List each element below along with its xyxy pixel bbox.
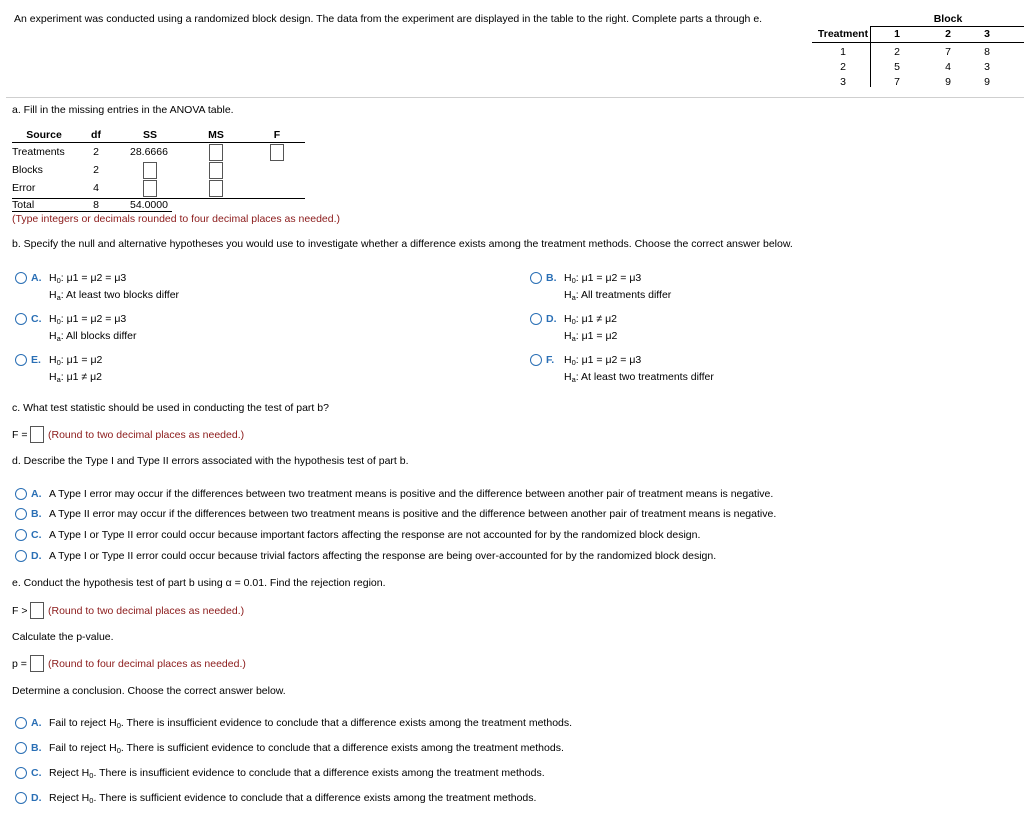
- ha-expr: At least two blocks differ: [66, 289, 180, 301]
- anova-source: Blocks: [12, 164, 43, 176]
- table-row-treatment: 2: [840, 61, 846, 73]
- anova-header: SS: [142, 129, 157, 141]
- anova-header: F: [273, 129, 281, 141]
- option-verb: Fail to reject H: [49, 717, 117, 729]
- ha-line: $H_a$: μ1 ≠ μ2: [49, 371, 102, 384]
- ms-error-input[interactable]: [209, 180, 223, 197]
- anova-ss: 54.0000: [130, 199, 168, 211]
- option-letter: D.: [31, 792, 42, 804]
- ha-expr: μ1 = μ2: [581, 330, 618, 342]
- conclusion-prompt: Determine a conclusion. Choose the correct answer below.: [12, 685, 286, 697]
- option-text: A Type I error may occur if the differences between two treatment means is positive and the difference between another pair of treatment means is negative.: [49, 488, 774, 500]
- radio-b-b[interactable]: [530, 272, 542, 284]
- ha-line: $H_a$: All treatments differ: [564, 289, 672, 302]
- ha-expr: At least two treatments differ: [581, 371, 714, 383]
- h0-line: $H_0$: μ1 = μ2 = μ3: [564, 354, 642, 367]
- anova-header: Source: [26, 129, 62, 141]
- ha-line: $H_a$: At least two blocks differ: [49, 289, 180, 302]
- f-statistic-input[interactable]: [30, 426, 44, 443]
- table-row-treatment: 3: [840, 76, 846, 88]
- h0-expr: μ1 = μ2 = μ3: [581, 354, 642, 366]
- block-label: 1: [894, 28, 900, 40]
- table-cell: 9: [984, 76, 990, 88]
- table-row-treatment: 1: [840, 46, 846, 58]
- pvalue-input[interactable]: [30, 655, 44, 672]
- anova-df: 2: [93, 146, 99, 158]
- table-cell: 3: [984, 61, 990, 73]
- option-letter: C.: [31, 529, 42, 541]
- radio-b-c[interactable]: [15, 313, 27, 325]
- block-label: 2: [945, 28, 951, 40]
- part-c-prompt: c. What test statistic should be used in conducting the test of part b?: [12, 402, 329, 414]
- option-letter: D.: [546, 313, 557, 325]
- table-cell: 7: [894, 76, 900, 88]
- anova-source: Total: [12, 199, 35, 211]
- option-rest: . There is insufficient evidence to conclude that a difference exists among the treatment methods.: [93, 767, 545, 779]
- table-cell: 9: [945, 76, 951, 88]
- ms-blocks-input[interactable]: [209, 162, 223, 179]
- ha-expr: μ1 ≠ μ2: [66, 371, 102, 383]
- option-text: Reject $H_0$. There is insufficient evidence to conclude that a difference exists among the treatment methods.: [49, 767, 545, 780]
- anova-df: 8: [93, 199, 99, 211]
- anova-ss: 28.6666: [130, 146, 168, 158]
- h0-expr: μ1 = μ2 = μ3: [66, 313, 127, 325]
- part-e-f-hint: (Round to two decimal places as needed.): [48, 605, 245, 617]
- part-c-hint: (Round to two decimal places as needed.): [48, 429, 245, 441]
- h0-line: $H_0$: μ1 = μ2 = μ3: [49, 313, 127, 326]
- block-label: 3: [984, 28, 990, 40]
- option-verb: Reject H: [49, 767, 90, 779]
- option-text: Fail to reject $H_0$. There is insufficient evidence to conclude that a difference exists among the treatment methods.: [49, 717, 573, 730]
- f-gt-label: F >: [12, 605, 28, 617]
- h0-expr: μ1 = μ2 = μ3: [581, 272, 642, 284]
- ha-line: $H_a$: All blocks differ: [49, 330, 137, 343]
- option-verb: Reject H: [49, 792, 90, 804]
- part-a-prompt: a. Fill in the missing entries in the ANOVA table.: [12, 104, 234, 116]
- table-cell: 5: [894, 61, 900, 73]
- anova-header: MS: [208, 129, 224, 141]
- option-letter: A.: [31, 717, 42, 729]
- option-rest: . There is insufficient evidence to conclude that a difference exists among the treatment methods.: [120, 717, 573, 729]
- radio-d-b[interactable]: [15, 508, 27, 520]
- h0-line: $H_0$: μ1 = μ2 = μ3: [564, 272, 642, 285]
- part-e-p-hint: (Round to four decimal places as needed.): [48, 658, 246, 670]
- f-treatments-input[interactable]: [270, 144, 284, 161]
- p-label: p =: [12, 658, 27, 670]
- ss-error-input[interactable]: [143, 180, 157, 197]
- option-letter: B.: [546, 272, 557, 284]
- ha-expr: All blocks differ: [66, 330, 137, 342]
- ha-line: $H_a$: At least two treatments differ: [564, 371, 714, 384]
- h0-expr: μ1 = μ2: [66, 354, 103, 366]
- radio-d-d[interactable]: [15, 550, 27, 562]
- option-text: A Type II error may occur if the differences between two treatment means is positive and the difference between another pair of treatment means is negative.: [49, 508, 777, 520]
- option-letter: D.: [31, 550, 42, 562]
- option-verb: Fail to reject H: [49, 742, 117, 754]
- radio-b-f[interactable]: [530, 354, 542, 366]
- h0-expr: μ1 = μ2 = μ3: [66, 272, 127, 284]
- option-text: Fail to reject $H_0$. There is sufficient evidence to conclude that a difference exists among the treatment methods.: [49, 742, 564, 755]
- radio-d-c[interactable]: [15, 529, 27, 541]
- radio-e-d[interactable]: [15, 792, 27, 804]
- anova-source: Treatments: [12, 146, 65, 158]
- ss-blocks-input[interactable]: [143, 162, 157, 179]
- table-cell: 4: [945, 61, 951, 73]
- anova-source: Error: [12, 182, 36, 194]
- anova-header: df: [91, 129, 101, 141]
- part-b-prompt: b. Specify the null and alternative hypotheses you would use to investigate whether a difference exists among the treatment methods. Choose the correct answer below.: [12, 238, 793, 250]
- option-letter: B.: [31, 742, 42, 754]
- table-cell: 2: [894, 46, 900, 58]
- table-cell: 7: [945, 46, 951, 58]
- part-d-prompt: d. Describe the Type I and Type II errors associated with the hypothesis test of part b.: [12, 455, 409, 467]
- option-letter: F.: [546, 354, 555, 366]
- ha-line: $H_a$: μ1 = μ2: [564, 330, 618, 343]
- part-e-prompt: e. Conduct the hypothesis test of part b using α = 0.01. Find the rejection region.: [12, 577, 386, 589]
- anova-df: 2: [93, 164, 99, 176]
- option-rest: . There is sufficient evidence to conclude that a difference exists among the treatment methods.: [120, 742, 564, 754]
- ha-expr: All treatments differ: [581, 289, 672, 301]
- table-cell: 8: [984, 46, 990, 58]
- radio-e-c[interactable]: [15, 767, 27, 779]
- treatment-header: Treatment: [817, 28, 869, 40]
- option-text: A Type I or Type II error could occur because trivial factors affecting the response are being over-accounted for by the randomized block design.: [49, 550, 717, 562]
- h0-line: $H_0$: μ1 = μ2 = μ3: [49, 272, 127, 285]
- h0-line: $H_0$: μ1 = μ2: [49, 354, 103, 367]
- option-text: A Type I or Type II error could occur because important factors affecting the response are not accounted for by the randomized block design.: [49, 529, 701, 541]
- h0-expr: μ1 ≠ μ2: [581, 313, 617, 325]
- option-text: Reject $H_0$. There is sufficient evidence to conclude that a difference exists among the treatment methods.: [49, 792, 537, 805]
- h0-line: $H_0$: μ1 ≠ μ2: [564, 313, 617, 326]
- pvalue-prompt: Calculate the p-value.: [12, 631, 114, 643]
- radio-b-e[interactable]: [15, 354, 27, 366]
- radio-b-d[interactable]: [530, 313, 542, 325]
- block-header: Block: [933, 13, 963, 25]
- option-letter: E.: [31, 354, 41, 366]
- radio-d-a[interactable]: [15, 488, 27, 500]
- anova-df: 4: [93, 182, 99, 194]
- option-letter: C.: [31, 313, 42, 325]
- rejection-region-input[interactable]: [30, 602, 44, 619]
- ms-treatments-input[interactable]: [209, 144, 223, 161]
- f-label: F =: [12, 429, 28, 441]
- divider: [6, 97, 1024, 98]
- radio-e-b[interactable]: [15, 742, 27, 754]
- option-letter: A.: [31, 488, 42, 500]
- intro-text: An experiment was conducted using a randomized block design. The data from the experiment are displayed in the table to the right. Complete parts a through e.: [14, 13, 763, 25]
- part-a-hint: (Type integers or decimals rounded to four decimal places as needed.): [12, 213, 341, 225]
- radio-e-a[interactable]: [15, 717, 27, 729]
- radio-b-a[interactable]: [15, 272, 27, 284]
- option-letter: A.: [31, 272, 42, 284]
- option-rest: . There is sufficient evidence to conclude that a difference exists among the treatment methods.: [93, 792, 537, 804]
- option-letter: B.: [31, 508, 42, 520]
- option-letter: C.: [31, 767, 42, 779]
